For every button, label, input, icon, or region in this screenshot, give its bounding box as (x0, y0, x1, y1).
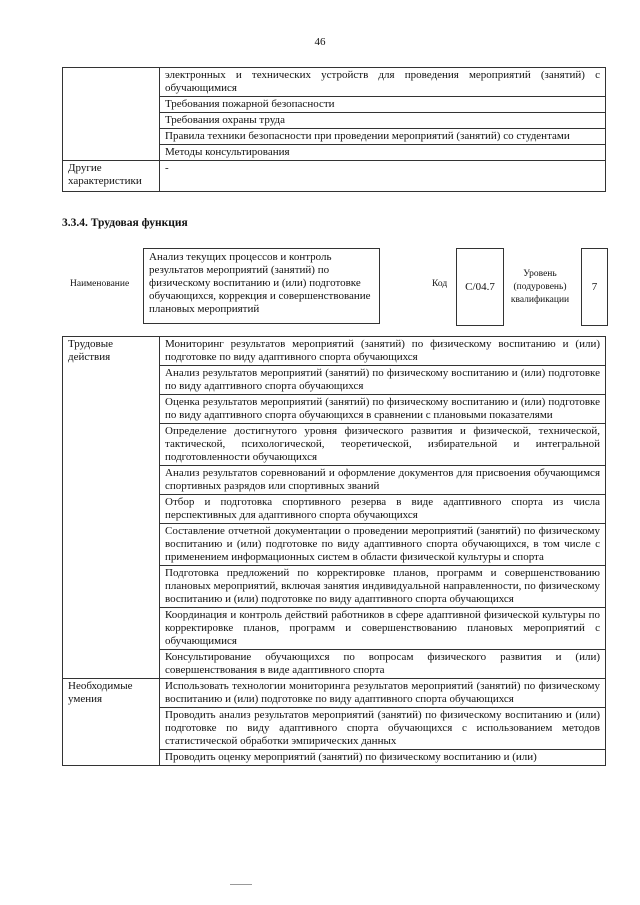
table-cell: Требования пожарной безопасности (160, 97, 606, 113)
labor-function-table (62, 336, 606, 766)
function-code: С/04.7 (456, 248, 504, 326)
function-header (62, 248, 608, 326)
table-cell: Оценка результатов мероприятий (занятий) по физическому воспитанию и (или) подготовке по виду адаптивного спорта обучающихся в сравнении с плановыми показателями (160, 395, 606, 424)
table-cell: Отбор и подготовка спортивного резерва в виде адаптивного спорта из числа перспективных для адаптивного спорта обучающихся (160, 495, 606, 524)
table-cell: Требования охраны труда (160, 113, 606, 129)
table-cell: Координация и контроль действий работников в сфере адаптивной физической культуры по корректировке планов, программ и совершенствованию плановых мероприятий с обучающимися (160, 608, 606, 650)
table-cell: Составление отчетной документации о проведении мероприятий (занятий) по физическому воспитанию и (или) подготовке по виду адаптивного спорта обучающихся, в том числе с применением информационных систем в области физической культуры и спорта (160, 524, 606, 566)
code-label: Код (432, 279, 448, 289)
table-cell: Анализ результатов мероприятий (занятий) по физическому воспитанию и (или) подготовке по виду адаптивного спорта обучающихся (160, 366, 606, 395)
table-cell: Методы консультирования (160, 145, 606, 161)
page-mark (230, 884, 252, 885)
table-cell: Правила техники безопасности при проведении мероприятий (занятий) со студентами (160, 129, 606, 145)
section-heading: 3.3.4. Трудовая функция (62, 217, 188, 229)
table-cell: Определение достигнутого уровня физического развития и физической, технической, тактической, психологической, теоретической, избирательной и интегральной подготовленности обучающихся (160, 424, 606, 466)
table-cell: электронных и технических устройств для проведения мероприятий (занятий) с обучающимися (160, 68, 606, 97)
function-level: 7 (581, 248, 608, 326)
level-label: Уровень (подуровень) квалификации (510, 269, 570, 305)
section-label: Трудовые действия (63, 337, 160, 679)
table-cell: Проводить анализ результатов мероприятий (занятий) по физическому воспитанию и (или) подготовке по виду адаптивного спорта обучающихся с использованием методов статистической обработки эмпирических данных (160, 708, 606, 750)
row-label (63, 68, 160, 161)
section-label: Необходимые умения (63, 679, 160, 766)
page-number: 46 (314, 36, 326, 48)
table-cell: Проводить оценку мероприятий (занятий) по физическому воспитанию и (или) (160, 750, 606, 766)
table-cell: Мониторинг результатов мероприятий (занятий) по физическому воспитанию и (или) подготовке по виду адаптивного спорта обучающихся (160, 337, 606, 366)
characteristics-table (62, 67, 606, 192)
row-label: Другие характеристики (63, 161, 160, 192)
table-cell: Использовать технологии мониторинга результатов мероприятий (занятий) по физическому воспитанию и (или) подготовке по виду адаптивного спорта обучающихся (160, 679, 606, 708)
table-cell: Подготовка предложений по корректировке планов, программ и совершенствованию плановых мероприятий, включая занятия индивидуальной направленности, по физическому воспитанию и (или) подготовке по виду адаптивного спорта обучающихся (160, 566, 606, 608)
table-cell: - (160, 161, 606, 192)
name-label: Наименование (70, 279, 130, 289)
table-cell: Анализ результатов соревнований и оформление документов для присвоения обучающимся спортивных разрядов или спортивных званий (160, 466, 606, 495)
function-name: Анализ текущих процессов и контроль результатов мероприятий (занятий) по физическому воспитанию и (или) подготовке обучающихся, коррекция и совершенствование плановых мероприятий (143, 248, 380, 324)
table-cell: Консультирование обучающихся по вопросам физического развития и (или) совершенствования в виде адаптивного спорта (160, 650, 606, 679)
